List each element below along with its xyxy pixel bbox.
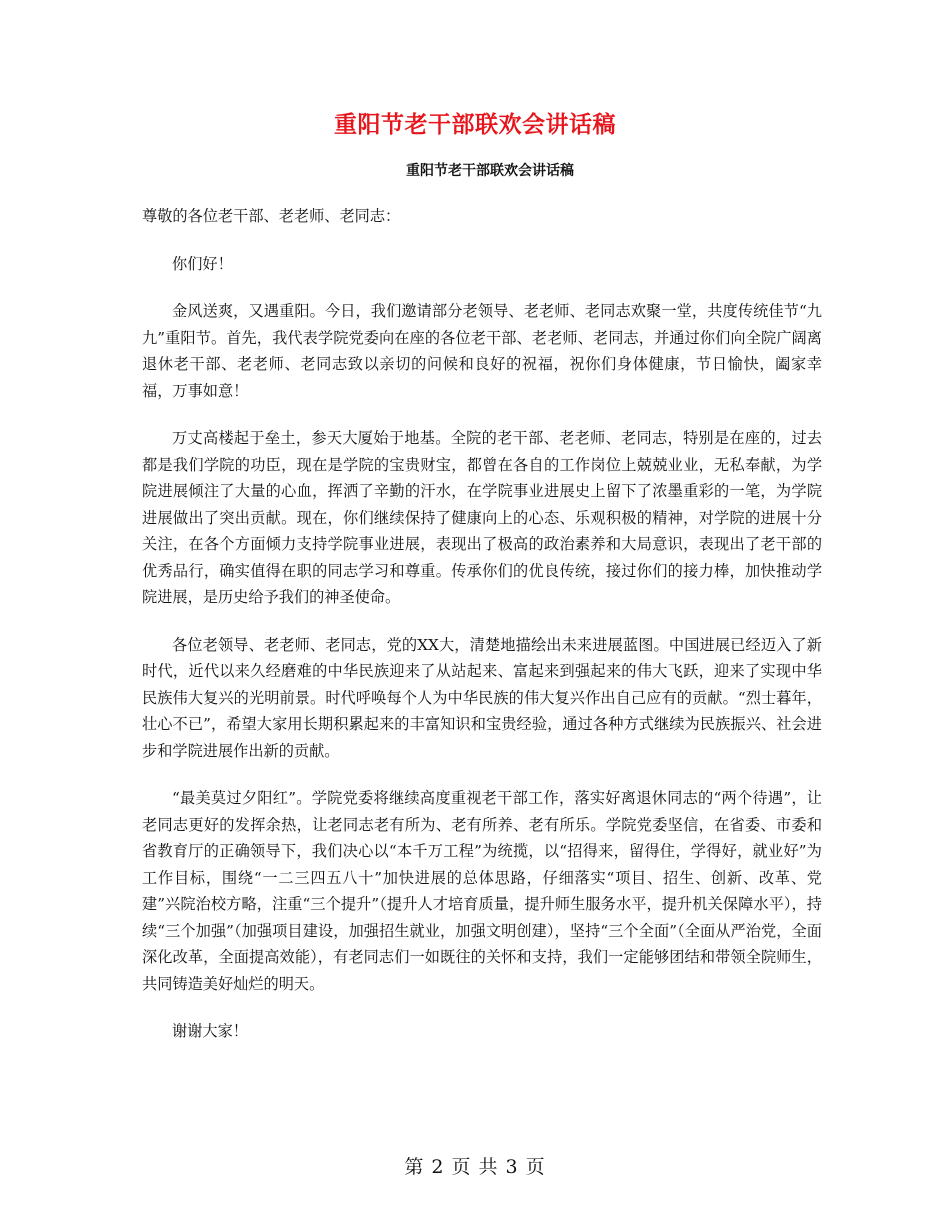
paragraph-new-era: 各位老领导、老老师、老同志，党的XX大，清楚地描绘出未来进展蓝图。中国进展已经迈入了新时代，近代以来久经磨难的中华民族迎来了从站起来、富起来到强起来的伟大飞跃，迎来了实现中华民族伟大复兴的光明前景。时代呼唤每个人为中华民族的伟大复兴作出自己应有的贡献。“烈士暮年，壮心不已”，希望大家用长期积累起来的丰富知识和宝贵经验，通过各种方式继续为民族振兴、社会进步和学院进展作出新的贡献。 — [142, 635, 822, 760]
paragraph-closing: 谢谢大家！ — [172, 1022, 248, 1040]
salutation: 尊敬的各位老干部、老老师、老同志： — [142, 207, 401, 225]
page-number-footer: 第 2 页 共 3 页 — [404, 1156, 546, 1178]
paragraph-greeting: 你们好！ — [172, 254, 233, 273]
paragraph-tribute: 万丈高楼起于垒土，参天大厦始于地基。全院的老干部、老老师、老同志，特别是在座的，过去都是我们学院的功臣，现在是学院的宝贵财宝，都曾在各自的工作岗位上兢兢业业，无私奉献，为学院进展倾注了大量的心血，挥洒了辛勤的汗水，在学院事业进展史上留下了浓墨重彩的一笔，为学院进展做出了突出贡献。现在，你们继续保持了健康向上的心态、乐观积极的精神，对学院的进展十分关注，在各个方面倾力支持学院事业进展，表现出了极高的政治素养和大局意识，表现出了老干部的优秀品行，确实值得在职的同志学习和尊重。传承你们的优良传统，接过你们的接力棒，加快推动学院进展，是历史给予我们的神圣使命。 — [142, 429, 822, 606]
document-title: 重阳节老干部联欢会讲话稿 — [334, 111, 616, 138]
paragraph-opening: 金风送爽，又遇重阳。今日，我们邀请部分老领导、老老师、老同志欢聚一堂，共度传统佳节“九九”重阳节。首先，我代表学院党委向在座的各位老干部、老老师、老同志，并通过你们向全院广阔离退休老干部、老老师、老同志致以亲切的问候和良好的祝福，祝你们身体健康，节日愉快，阖家幸福，万事如意！ — [142, 302, 822, 400]
document-body — [142, 203, 822, 1066]
document-subtitle: 重阳节老干部联欢会讲话稿 — [406, 163, 574, 179]
paragraph-commitment: “最美莫过夕阳红”。学院党委将继续高度重视老干部工作，落实好离退休同志的“两个待遇”，让老同志更好的发挥余热，让老同志老有所为、老有所养、老有所乐。学院党委坚信，在省委、市委和省教育厅的正确领导下，我们决心以“本千万工程”为统揽，以“招得来，留得住，学得好，就业好”为工作目标，围绕“一二三四五八十”加快进展的总体思路，仔细落实“项目、招生、创新、改革、党建”兴院治校方略，注重“三个提升”（提升人才培育质量，提升师生服务水平，提升机关保障水平），持续“三个加强”（加强项目建设，加强招生就业，加强文明创建），坚持“三个全面”（全面从严治党，全面深化改革，全面提高效能），有老同志们一如既往的关怀和支持，我们一定能够团结和带领全院师生，共同铸造美好灿烂的明天。 — [142, 789, 822, 993]
